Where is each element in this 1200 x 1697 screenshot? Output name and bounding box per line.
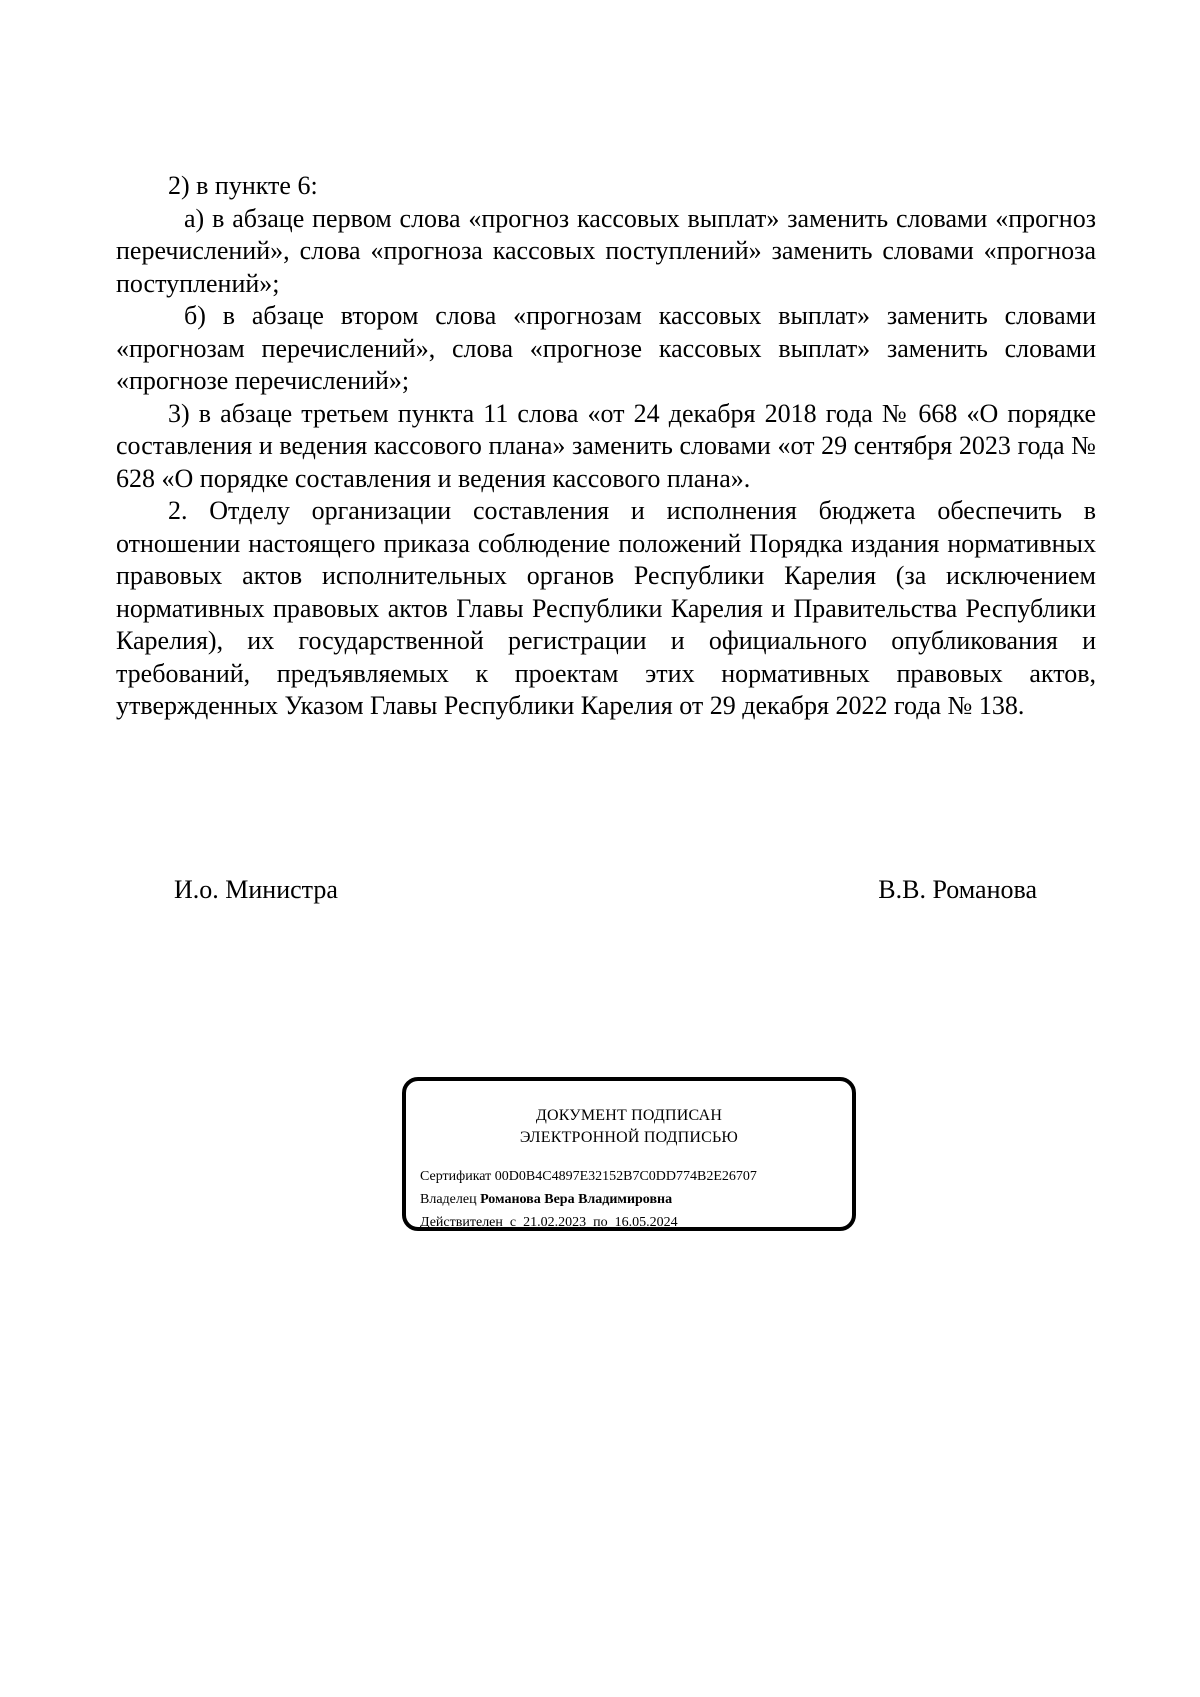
valid-from-label: с: [509, 1215, 517, 1230]
valid-to-label: по: [593, 1215, 608, 1230]
certificate-value: 00D0B4C4897E32152B7C0DD774B2E26707: [494, 1169, 757, 1184]
paragraph-subitem-b: б) в абзаце втором слова «прогнозам кассовых выплат» заменить словами «прогнозам перечислений», слова «прогнозе кассовых выплат» заменить словами «прогнозе перечислений»;: [116, 301, 1096, 395]
stamp-title-line2: ЭЛЕКТРОННОЙ ПОДПИСЬЮ: [519, 1129, 739, 1146]
owner-value: Романова Вера Владимировна: [480, 1192, 673, 1207]
stamp-details: [420, 1165, 757, 1234]
stamp-owner-line: [420, 1188, 757, 1211]
stamp-title: [406, 1105, 852, 1149]
paragraph-subitem-a: а) в абзаце первом слова «прогноз кассовых выплат» заменить словами «прогноз перечислений», слова «прогноза кассовых поступлений» заменить словами «прогноза поступлений»;: [116, 203, 1096, 298]
certificate-label: Сертификат: [420, 1169, 492, 1184]
paragraph-clause-2: 2. Отделу организации составления и исполнения бюджета обеспечить в отношении настоящего приказа соблюдение положений Порядка издания нормативных правовых актов исполнительных органов Республики Карелия (за исключением нормативных правовых актов Главы Республики Карелия и Правительства Республики Карелия), их государственной регистрации и официального опубликования и требований, предъявляемых к проектам этих нормативных правовых актов, утвержденных Указом Главы Республики Карелия от 29 декабря 2022 года № 138.: [116, 496, 1096, 720]
document-body: [116, 170, 1096, 723]
owner-label: Владелец: [420, 1192, 477, 1207]
valid-label: Действителен: [420, 1215, 503, 1230]
valid-from-value: 21.02.2023: [523, 1215, 587, 1230]
signatory-name: В.В. Романова: [878, 875, 1037, 904]
stamp-validity-line: [420, 1211, 757, 1234]
electronic-signature-stamp: [402, 1077, 856, 1231]
stamp-certificate-line: [420, 1165, 757, 1188]
paragraph-item-3: 3) в абзаце третьем пункта 11 слова «от 24 декабря 2018 года № 668 «О порядке составления и ведения кассового плана» заменить словами «от 29 сентября 2023 года № 628 «О порядке составления и ведения кассового плана».: [116, 398, 1096, 493]
paragraph-item-2: 2) в пункте 6:: [168, 171, 318, 200]
signatory-position: И.о. Министра: [174, 875, 338, 904]
stamp-title-line1: ДОКУМЕНТ ПОДПИСАН: [535, 1107, 723, 1124]
valid-to-value: 16.05.2024: [614, 1215, 678, 1230]
